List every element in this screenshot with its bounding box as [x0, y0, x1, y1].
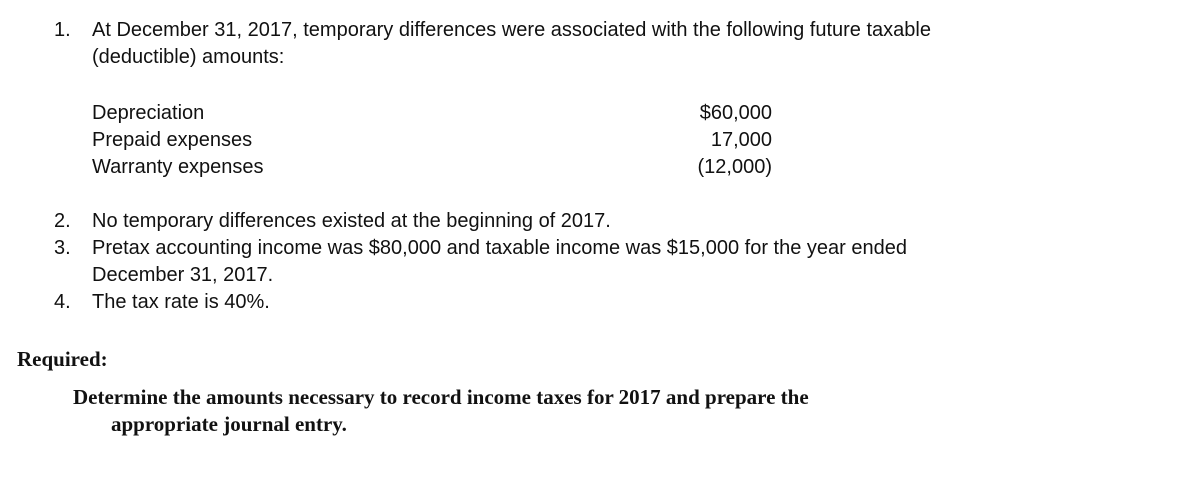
table-row	[92, 127, 772, 154]
item-number: 2.	[54, 210, 71, 232]
item-text-line: December 31, 2017.	[92, 264, 274, 286]
table-row	[92, 100, 772, 127]
item-text-line: At December 31, 2017, temporary differences were associated with the following future taxable	[92, 19, 931, 41]
amount-label: Warranty expenses	[92, 156, 264, 178]
required-heading: Required:	[17, 347, 108, 371]
item-number: 4.	[54, 291, 71, 313]
item-text-line: No temporary differences existed at the beginning of 2017.	[92, 210, 611, 232]
amounts-table	[92, 100, 772, 181]
amount-label: Prepaid expenses	[92, 129, 253, 151]
table-row	[92, 154, 772, 181]
amount-value: (12,000)	[697, 156, 772, 178]
amount-label: Depreciation	[92, 102, 205, 124]
item-text-line: Pretax accounting income was $80,000 and taxable income was $15,000 for the year ended	[92, 237, 907, 259]
amount-value: 17,000	[710, 129, 772, 151]
item-number: 3.	[54, 237, 71, 259]
item-number: 1.	[54, 19, 71, 41]
item-text-line: (deductible) amounts:	[92, 46, 285, 68]
amount-value: $60,000	[699, 102, 772, 124]
item-text-line: The tax rate is 40%.	[92, 291, 270, 313]
required-text-line: Determine the amounts necessary to record income taxes for 2017 and prepare the	[73, 385, 809, 409]
required-text-line: appropriate journal entry.	[111, 412, 347, 436]
